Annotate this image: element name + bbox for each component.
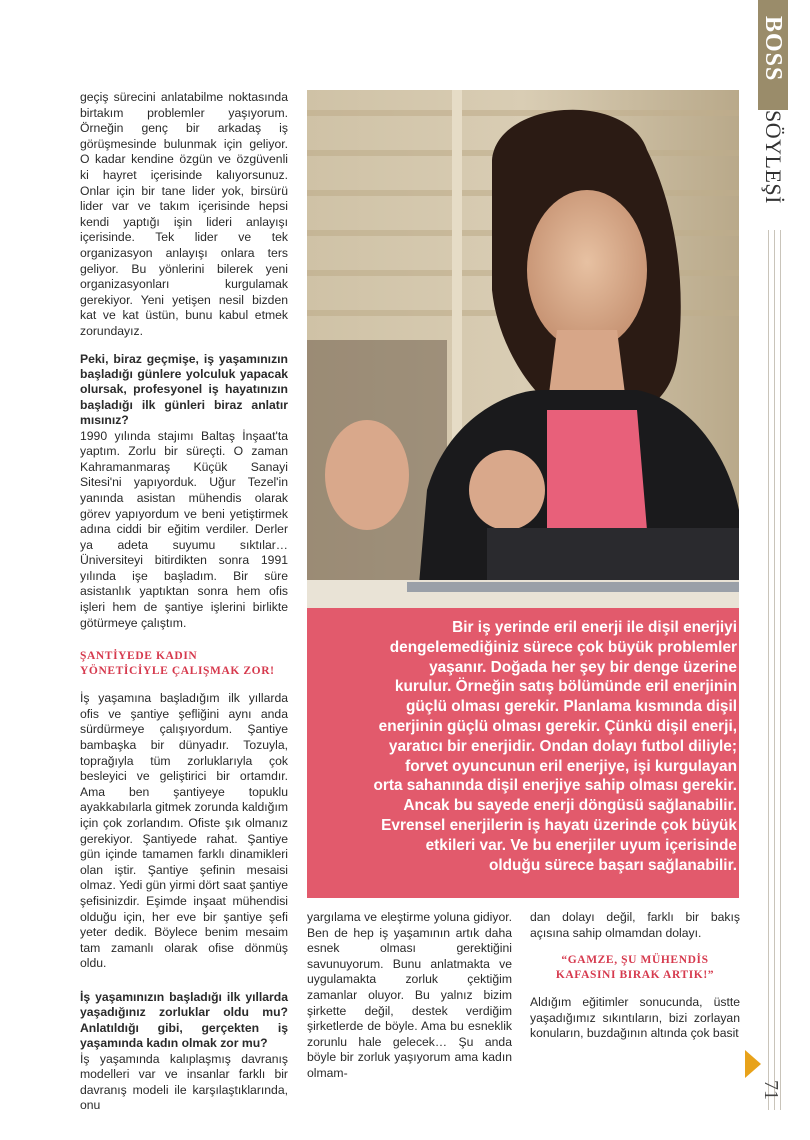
left-column: [80, 90, 288, 1126]
header-brand: [758, 16, 788, 116]
pull-quote-line: olduğu sürece başarı sağlanabilir.: [488, 856, 737, 874]
pull-quote-line: Bir iş yerinde eril enerji ile dişil enerjiyi: [452, 619, 737, 636]
pull-quote-line: yaratıcı bir enerjidir. Ondan dolayı futbol diliyle;: [388, 737, 737, 755]
middle-column: [307, 910, 512, 1094]
subheading-2: “GAMZE, ŞU MÜHENDİS KAFASINI BIRAK ARTIK!”: [555, 954, 715, 982]
answer-2: İş yaşamında kalıplaşmış davranış modelleri var ve insanlar farklı bir davranış modeli ile karşılaştıklarında, onu: [80, 1051, 288, 1113]
subheading-1: ŞANTİYEDE KADIN YÖNETİCİYLE ÇALIŞMAK ZOR!: [80, 650, 275, 678]
pull-quote-line: enerjinin güçlü olması gerekir. Çünkü dişil enerji,: [378, 717, 737, 735]
right-paragraph-1: dan dolayı değil, farklı bir bakış açısına sahip olmamdan dolayı.: [530, 910, 740, 940]
right-paragraph-2: Aldığım eğitimler sonucunda, üstte yaşadığımız sıkıntıların, bizi zorlayan konuların, buzdağının altında çok basit: [530, 995, 740, 1041]
right-column: [530, 910, 740, 1054]
pull-quote-line: forvet oyuncunun eril enerjiye, işi kurgulayan: [405, 757, 737, 775]
page-number: 71: [760, 1080, 782, 1100]
section-text: SÖYLEŞİ: [761, 110, 786, 204]
brand-text: BOSS: [760, 16, 786, 82]
pull-quote-line: kurulur. Örneğin satış bölümünde eril enerjinin: [394, 678, 737, 696]
interview-photo: [307, 90, 739, 608]
pull-quote-line: Evrensel enerjilerin iş hayatı üzerinde çok büyük: [381, 816, 737, 834]
pull-quote-line: güçlü olması gerekir. Planlama kısmında dişil: [405, 698, 737, 716]
pull-quote-line: orta sahanında dişil enerjiye sahip olması gerekir.: [373, 777, 737, 795]
question-1: Peki, biraz geçmişe, iş yaşamınızın başladığı günlere yolculuk yapacak olursak, profesyonel iş hayatınızın başladığı ilk günleri biraz anlatır mısınız?: [80, 351, 288, 428]
portrait-image: [307, 90, 739, 608]
pull-quote-line: etkileri var. Ve bu enerjiler uyum içerisinde: [425, 836, 737, 854]
question-2: İş yaşamınızın başladığı ilk yıllarda yaşadığınız zorluklar oldu mu? Anlatıldığı gibi, gerçekten iş yaşamında kadın olmak zor mu?: [80, 989, 288, 1051]
header-section: [758, 110, 788, 220]
pull-quote-line: Ancak bu sayede enerji döngüsü sağlanabilir.: [403, 797, 737, 815]
page-arrow-icon: [745, 1050, 761, 1078]
pull-quote-line: dengelemediğiniz sürece çok büyük problemler: [389, 638, 737, 656]
vertical-rule: [768, 230, 769, 1110]
paragraph-2: İş yaşamına başladığım ilk yıllarda ofis ve şantiye şefliğini aynı anda sürdürmeye çalışıyordum. Şantiye bambaşka bir dünyadır. Tozuyla, toprağıyla tüm zorluklarıyla çok besleyici ve geliştirici bir ortamdır. Ama ben şantiyeye topuklu ayakkabılarla gitmek zorunda kaldığım için çok zorlandım. Ofiste şık olmanız gerekiyor. Şantiyede rahat. Şantiye gün içinde tamamen farklı dinamikleri olan iştir. Şantiye şefinin mesaisi olmaz. Yedi gün yirmi dört saat şantiye şefisinizdir. Eşimde inşaat mühendisi olduğu için, her eve bir şantiye şefi yeter dedik. Böylece benim mesaim tam zamanlı olarak ofise dönmüş oldu.: [80, 691, 288, 971]
vertical-rule: [780, 230, 781, 1110]
middle-paragraph: yargılama ve eleştirme yoluna gidiyor. Ben de hep iş yaşamının artık daha esnek olması gerektiğini savunuyorum. Bunu anlatmakta ve uygulamakta zorluk çektiğim zamanlar oluyor. Bu yalnız bizim şirkette değil, destek verdiğim şirketlerde de böyle. Ama bu esneklik zorunlu hale gelecek… Şu anda böyle bir zorluk yaşıyorum ama kadın olmam-: [307, 910, 512, 1080]
vertical-rule: [774, 230, 775, 1110]
pull-quote-text: [307, 618, 739, 875]
pull-quote-line: yaşanır. Doğada her şey bir denge üzerine: [429, 658, 737, 676]
intro-paragraph: geçiş sürecini anlatabilme noktasında birtakım problemler yaşıyorum. Örneğin genç bir arkadaş iş görüşmesinde bulunmak için geliyor. O kadar kendine özgün ve özgüvenli ki hayret içerisinde kalıyorsunuz. Onlar için bir tane lider yok, birsürü lider var ve takım içerisinde hepsi kendi yaptığı işin lideri anlayışı içerisinde. Tek lider ve tek organizasyon anlayışı onlara ters geliyor. Bu yönlerini bilerek yeni organizasyonları kurgulamak gerekiyor. Yeni yetişen nesil bizden kat ve kat üstün, bunu kabul etmek zorundayız.: [80, 90, 288, 338]
pull-quote: [307, 608, 739, 898]
answer-1: 1990 yılında stajımı Baltaş İnşaat'ta yaptım. Zorlu bir süreçti. O zaman Kahramanmaraş Küçük Sanayi Sitesi'ni yapıyorduk. Uğur Tezel'in yanında asistan mühendis olarak görev yapıyordum ve beni yetiştirmek adına ciddi bir eğitim verdiler. Derler ya adeta suyumu sıktılar… Üniversiteyi bitirdikten sonra 1991 yılında işe başladım. Bir süre asistanlık yaptıktan sonra hem ofis işleri hem de şantiye işlerini birlikte götürmeye çalıştım.: [80, 428, 288, 630]
